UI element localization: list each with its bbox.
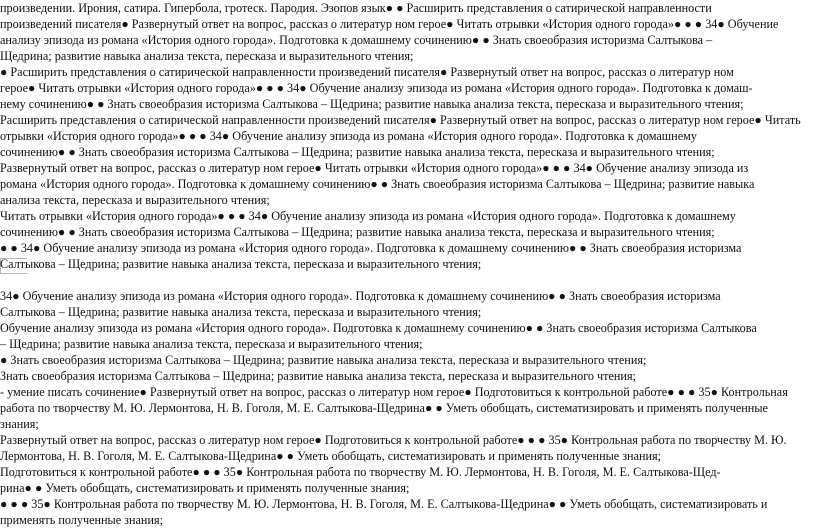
text-line: применять полученные знания; xyxy=(0,513,163,527)
text-line: нему сочинению● ● Знать своеобразия историзма Салтыкова – Щедрина; развитие навыка анализа текста, пересказа и выразительного чтения; xyxy=(0,97,744,111)
text-line: произведении. Ирония, сатира. Гипербола, гротеск. Пародия. Эзопов язык● ● Расширить представления о сатирической направленности xyxy=(0,1,712,15)
text-line: Расширить представления о сатирической направленности произведений писателя● Развернутый ответ на вопрос, рассказ о литератур ном герое● Читать xyxy=(0,113,801,127)
text-line: ● ● ● 35● Контрольная работа по творчеству М. Ю. Лермонтова, Н. В. Гоголя, М. Е. Салтыкова-Щедрина● ● Уметь обобщать, систематизировать и xyxy=(0,497,768,511)
text-line: произведений писателя● Развернутый ответ на вопрос, рассказ о литератур ном герое● Читать отрывки «История одного города»● ● ● 34● Обучение xyxy=(0,17,779,31)
text-line: Развернутый ответ на вопрос, рассказ о литератур ном герое● Подготовиться к контрольной работе● ● ● 35● Контрольная работа по творчеству М. Ю. xyxy=(0,433,787,447)
text-line: романа «История одного города». Подготовка к домашнему сочинению● ● Знать своеобразия историзма Салтыкова – Щедрина; развитие навыка xyxy=(0,177,755,191)
text-line: Подготовиться к контрольной работе● ● ● 35● Контрольная работа по творчеству М. Ю. Лермонтова, Н. В. Гоголя, М. Е. Салтыкова-Щед- xyxy=(0,465,721,479)
text-line: Лермонтова, Н. В. Гоголя, М. Е. Салтыкова-Щедрина● ● Уметь обобщать, систематизировать и применять полученные знания; xyxy=(0,449,662,463)
text-line: герое● Читать отрывки «История одного города»● ● ● 34● Обучение анализу эпизода из романа «История одного города». Подготовка к домаш- xyxy=(0,81,753,95)
text-line: ● ● 34● Обучение анализу эпизода из романа «История одного города». Подготовка к домашнему сочинению● ● Знать своеобразия историзма xyxy=(0,241,742,255)
text-line: Знать своеобразия историзма Салтыкова – Щедрина; развитие навыка анализа текста, пересказа и выразительного чтения; xyxy=(0,369,636,383)
text-line: Обучение анализу эпизода из романа «История одного города». Подготовка к домашнему сочинению● ● Знать своеобразия историзма Салтыкова xyxy=(0,321,757,335)
text-line: - умение писать сочинение● Развернутый ответ на вопрос, рассказ о литератур ном герое● Подготовиться к контрольной работе● ● ● 35● Контрольная xyxy=(0,385,788,399)
text-line: Салтыкова – Щедрина; развитие навыка анализа текста, пересказа и выразительного чтения; xyxy=(0,305,482,319)
text-line: рина● ● Уметь обобщать, систематизировать и применять полученные знания; xyxy=(0,481,410,495)
text-line: 34● Обучение анализу эпизода из романа «История одного города». Подготовка к домашнему сочинению● ● Знать своеобразия историзма xyxy=(0,289,721,303)
text-line: анализа текста, пересказа и выразительного чтения; xyxy=(0,193,270,207)
text-line: знания; xyxy=(0,417,39,431)
text-line: анализу эпизода из романа «История одного города». Подготовка к домашнему сочинению● ● Знать своеобразия историзма Салтыкова – xyxy=(0,33,713,47)
text-line: Развернутый ответ на вопрос, рассказ о литератур ном герое● Читать отрывки «История одного города»● ● ● 34● Обучение анализу эпизода из xyxy=(0,161,749,175)
text-line: Читать отрывки «История одного города»● ● ● 34● Обучение анализу эпизода из романа «История одного города». Подготовка к домашнему xyxy=(0,209,736,223)
text-line: – Щедрина; развитие навыка анализа текста, пересказа и выразительного чтения; xyxy=(0,337,423,351)
text-line: сочинению● ● Знать своеобразия историзма Салтыкова – Щедрина; развитие навыка анализа текста, пересказа и выразительного чтения; xyxy=(0,225,715,239)
text-line: ● Знать своеобразия историзма Салтыкова – Щедрина; развитие навыка анализа текста, пересказа и выразительного чтения; xyxy=(0,353,647,367)
text-line: Щедрина; развитие навыка анализа текста, пересказа и выразительного чтения; xyxy=(0,49,414,63)
text-line: работа по творчеству М. Ю. Лермонтова, Н. В. Гоголя, М. Е. Салтыкова-Щедрина● ● Уметь обобщать, систематизировать и применять полученные xyxy=(0,401,768,415)
text-line: ● Расширить представления о сатирической направленности произведений писателя● Развернутый ответ на вопрос, рассказ о литератур ном xyxy=(0,65,734,79)
text-line: отрывки «История одного города»● ● ● 34● Обучение анализу эпизода из романа «История одного города». Подготовка к домашнему xyxy=(0,129,697,143)
text-line: сочинению● ● Знать своеобразия историзма Салтыкова – Щедрина; развитие навыка анализа текста, пересказа и выразительного чтения; xyxy=(0,145,715,159)
text-line: Салтыкова – Щедрина; развитие навыка анализа текста, пересказа и выразительного чтения; xyxy=(0,257,482,271)
